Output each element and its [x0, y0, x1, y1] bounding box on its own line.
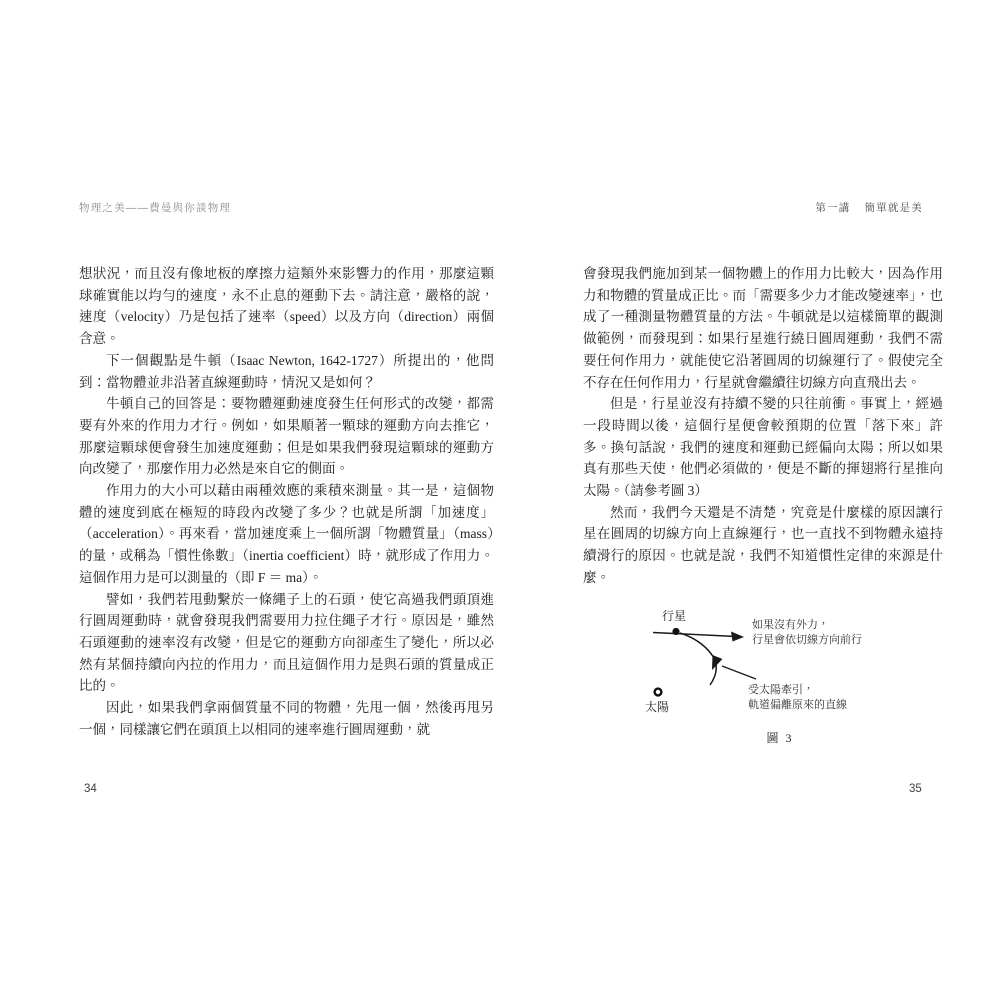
paragraph: 譬如，我們若甩動繫於一條繩子上的石頭，使它高過我們頭頂進行圓周運動時，就會發現我們需要用力拉住繩子才行。原因是，雖然石頭運動的速率沒有改變，但是它的運動方向卻產生了變化，所以必然有某個持續向內拉的作用力，而且這個作用力是與石頭的質量成正比的。 [79, 591, 494, 694]
sun-gravity-annotation [748, 683, 847, 713]
paragraph: 會發現我們施加到某一個物體上的作用力比較大，因為作用力和物體的質量成正比。而「需要多少力才能改變速率」，也成了一種測量物體質量的方法。牛頓就是以這樣簡單的觀測做範例，而發現到：如果行星進行繞日圓周運動，我們不需要任何作用力，就能使它沿著圓周的切線運行了。假使完全不存在任何作用力，行星就會繼續往切線方向直飛出去。 [583, 266, 943, 390]
figure-caption: 圖 3 [766, 731, 794, 745]
paragraph: 下一個觀點是牛頓（Isaac Newton, 1642-1727）所提出的，他問到：當物體並非沿著直線運動時，情況又是如何？ [79, 352, 494, 390]
right-page-text-column [583, 263, 943, 589]
annotation-line: 受太陽牽引， [748, 684, 814, 696]
annotation-leader-line [722, 666, 756, 679]
sun-dot [655, 689, 662, 696]
paragraph: 想狀況，而且沒有像地板的摩擦力這類外來影響力的作用，那麼這顆球確實能以均勻的速度，永不止息的運動下去。請注意，嚴格的說，速度（velocity）乃是包括了速率（speed）以及方向（direction）兩個含意。 [79, 266, 494, 347]
left-running-head: 物理之美——費曼與你談物理 [79, 202, 232, 214]
paragraph: 因此，如果我們拿兩個質量不同的物體，先甩一個，然後再甩另一個，同樣讓它們在頭頂上以相同的速率進行圓周運動，就 [79, 700, 494, 737]
paragraph: 作用力的大小可以藉由兩種效應的乘積來測量。其一是，這個物體的速度到底在極短的時段內改變了多少？也就是所謂「加速度」（acceleration）。再來看，當加速度乘上一個所謂「物體質量」（mass）的量，或稱為「慣性係數」（inertia coefficient）時，就形成了作用力。這個作用力是可以測量的（即 F ＝ ma）。 [79, 483, 494, 585]
left-page-number: 34 [84, 783, 97, 795]
no-external-force-annotation [752, 618, 862, 648]
annotation-line: 行星會依切線方向前行 [752, 634, 862, 646]
paragraph: 然而，我們今天還是不清楚，究竟是什麼樣的原因讓行星在圓周的切線方向上直線運行，也一直找不到物體永遠持續滑行的原因。也就是說，我們不知道慣性定律的來源是什麼。 [583, 504, 943, 585]
chapter-title: 簡單就是美 [864, 202, 923, 214]
sun-label: 太陽 [645, 700, 670, 714]
paragraph: 但是，行星並沒有持續不變的只往前衝。事實上，經過一段時間以後，這個行星便會較預期的位置「落下來」許多。換句話說，我們的速度和運動已經偏向太陽；所以如果真有那些天使，他們必須做的，便是不斷的揮翅將行星推向太陽。（請參考圖 3） [583, 396, 943, 499]
left-page-text-column [79, 263, 494, 740]
chapter-label: 第一講 [815, 202, 851, 214]
curved-trajectory [680, 633, 716, 685]
right-running-head [815, 200, 923, 215]
planet-label: 行星 [662, 609, 687, 623]
planet-dot [672, 628, 679, 635]
paragraph: 牛頓自己的回答是：要物體運動速度發生任何形式的改變，都需要有外來的作用力才行。例如，如果順著一顆球的運動方向去推它，那麼這顆球便會發生加速度運動；但是如果我們發現這顆球的運動方向改變了，那麼作用力必然是來自它的側面。 [79, 396, 494, 477]
annotation-line: 軌道偏離原來的直線 [748, 699, 847, 711]
right-page-number: 35 [909, 783, 922, 795]
annotation-line: 如果沒有外力， [752, 619, 829, 631]
tangent-arrow [653, 632, 744, 642]
trajectory-arrowhead [712, 655, 723, 670]
